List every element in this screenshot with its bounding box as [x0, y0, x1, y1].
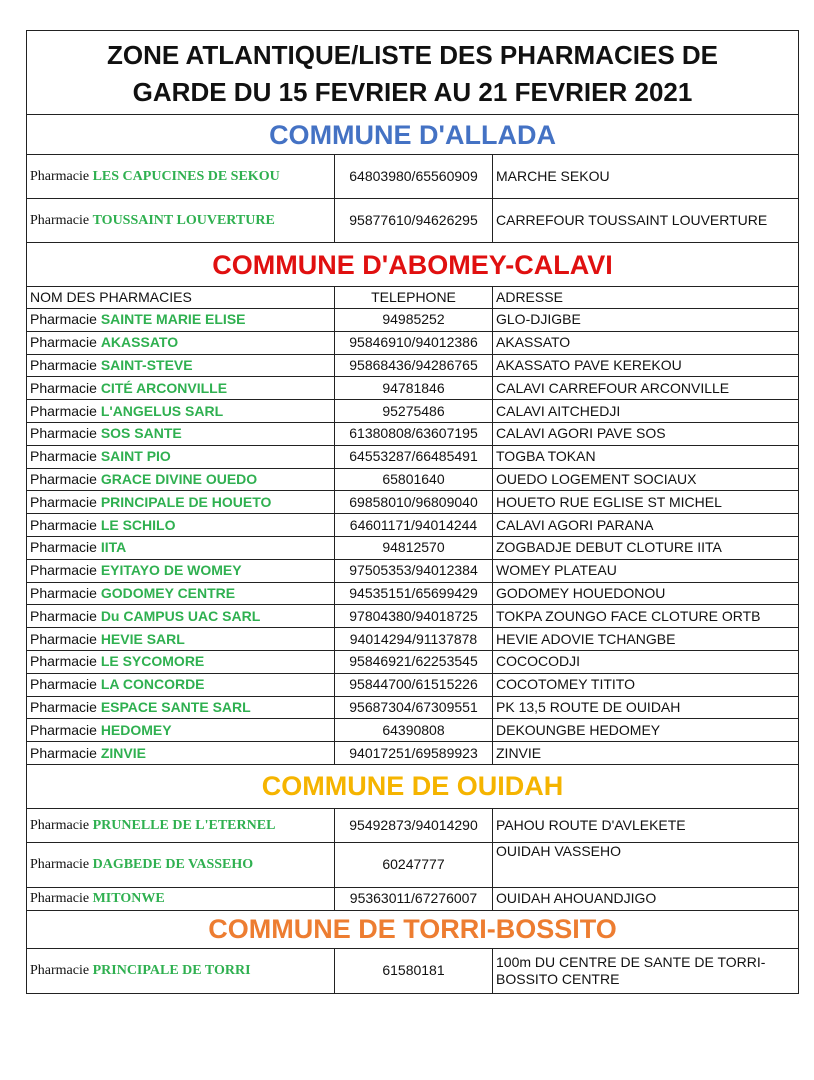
pharmacy-address: ZOGBADJE DEBUT CLOTURE IITA — [493, 536, 799, 559]
pharmacy-telephone: 94017251/69589923 — [335, 742, 493, 765]
pharmacy-name: EYITAYO DE WOMEY — [100, 562, 242, 579]
pharmacy-address: TOKPA ZOUNGO FACE CLOTURE ORTB — [493, 605, 799, 628]
pharmacy-prefix: Pharmacie — [30, 963, 90, 979]
pharmacy-address: COCOCODJI — [493, 650, 799, 673]
pharmacy-row — [27, 742, 799, 765]
pharmacy-name: SAINTE MARIE ELISE — [100, 311, 246, 328]
pharmacy-prefix: Pharmacie — [30, 448, 97, 465]
pharmacy-telephone: 64601171/94014244 — [335, 514, 493, 537]
pharmacy-row — [27, 582, 799, 605]
pharmacy-name-cell — [27, 354, 335, 377]
col-header-address: ADRESSE — [493, 287, 799, 309]
pharmacy-name: PRINCIPALE DE TORRI — [92, 963, 251, 979]
pharmacy-prefix: Pharmacie — [30, 744, 97, 761]
pharmacy-address: DEKOUNGBE HEDOMEY — [493, 719, 799, 742]
pharmacy-telephone: 69858010/96809040 — [335, 491, 493, 514]
col-header-telephone: TELEPHONE — [335, 287, 493, 309]
pharmacy-telephone: 97505353/94012384 — [335, 559, 493, 582]
pharmacy-row — [27, 445, 799, 468]
pharmacy-row — [27, 377, 799, 400]
pharmacy-row — [27, 696, 799, 719]
pharmacy-row — [27, 199, 799, 243]
pharmacy-telephone: 95492873/94014290 — [335, 808, 493, 842]
pharmacy-prefix: Pharmacie — [30, 653, 97, 670]
pharmacy-telephone: 64803980/65560909 — [335, 155, 493, 199]
pharmacy-name: HEVIE SARL — [100, 630, 185, 647]
pharmacy-prefix: Pharmacie — [30, 311, 97, 328]
pharmacy-prefix: Pharmacie — [30, 698, 97, 715]
commune-title-ouidah: COMMUNE DE OUIDAH — [27, 764, 799, 808]
pharmacy-name: GRACE DIVINE OUEDO — [100, 470, 258, 487]
pharmacy-row — [27, 808, 799, 842]
pharmacy-name-cell — [27, 491, 335, 514]
commune-title-allada: COMMUNE D'ALLADA — [27, 115, 799, 155]
pharmacy-telephone: 95877610/94626295 — [335, 199, 493, 243]
pharmacy-telephone: 61580181 — [335, 948, 493, 993]
pharmacy-telephone: 94781846 — [335, 377, 493, 400]
title-line-1: ZONE ATLANTIQUE/LISTE DES PHARMACIES DE — [106, 40, 719, 70]
pharmacy-name: IITA — [100, 539, 127, 556]
pharmacy-prefix: Pharmacie — [30, 607, 97, 624]
pharmacy-name-cell — [27, 155, 335, 199]
pharmacy-row — [27, 628, 799, 651]
pharmacy-address: ZINVIE — [493, 742, 799, 765]
commune-row-ouidah — [27, 764, 799, 808]
pharmacy-name-cell — [27, 536, 335, 559]
pharmacy-address: GLO-DJIGBE — [493, 309, 799, 332]
pharmacy-address: GODOMEY HOUEDONOU — [493, 582, 799, 605]
pharmacy-address: TOGBA TOKAN — [493, 445, 799, 468]
pharmacy-name-cell — [27, 468, 335, 491]
pharmacy-telephone: 94535151/65699429 — [335, 582, 493, 605]
pharmacy-telephone: 95687304/67309551 — [335, 696, 493, 719]
pharmacy-telephone: 95275486 — [335, 400, 493, 423]
pharmacy-address: CALAVI AITCHEDJI — [493, 400, 799, 423]
pharmacy-prefix: Pharmacie — [30, 562, 97, 579]
pharmacy-name: LE SCHILO — [100, 516, 176, 533]
pharmacy-address: OUIDAH AHOUANDJIGO — [493, 887, 799, 910]
pharmacy-name: LE SYCOMORE — [100, 653, 205, 670]
pharmacy-row — [27, 559, 799, 582]
pharmacy-name-cell — [27, 582, 335, 605]
pharmacy-telephone: 95363011/67276007 — [335, 887, 493, 910]
pharmacy-prefix: Pharmacie — [30, 676, 97, 693]
pharmacy-row — [27, 354, 799, 377]
pharmacy-address: WOMEY PLATEAU — [493, 559, 799, 582]
pharmacy-prefix: Pharmacie — [30, 425, 97, 442]
pharmacy-name: DAGBEDE DE VASSEHO — [92, 857, 254, 873]
pharmacy-name: PRUNELLE DE L'ETERNEL — [92, 817, 276, 833]
pharmacy-name-cell — [27, 650, 335, 673]
pharmacy-telephone: 94812570 — [335, 536, 493, 559]
pharmacy-name-cell — [27, 719, 335, 742]
pharmacy-prefix: Pharmacie — [30, 334, 97, 351]
document-title — [27, 31, 799, 115]
pharmacy-name-cell — [27, 673, 335, 696]
pharmacy-row — [27, 948, 799, 993]
pharmacy-row — [27, 309, 799, 332]
pharmacy-row — [27, 155, 799, 199]
pharmacy-name: GODOMEY CENTRE — [100, 584, 236, 601]
pharmacy-address: AKASSATO — [493, 331, 799, 354]
commune-title-torri: COMMUNE DE TORRI-BOSSITO — [27, 910, 799, 948]
pharmacy-row — [27, 605, 799, 628]
pharmacy-telephone: 64553287/66485491 — [335, 445, 493, 468]
pharmacy-row — [27, 400, 799, 423]
pharmacy-telephone: 64390808 — [335, 719, 493, 742]
column-header-row — [27, 287, 799, 309]
commune-row-allada — [27, 115, 799, 155]
pharmacy-name: CITÉ ARCONVILLE — [100, 379, 228, 396]
pharmacy-prefix: Pharmacie — [30, 584, 97, 601]
pharmacy-name: SAINT PIO — [100, 448, 171, 465]
pharmacy-address: COCOTOMEY TITITO — [493, 673, 799, 696]
pharmacy-row — [27, 422, 799, 445]
pharmacy-name: LA CONCORDE — [100, 676, 205, 693]
pharmacy-telephone: 95844700/61515226 — [335, 673, 493, 696]
pharmacy-row — [27, 491, 799, 514]
pharmacy-telephone: 95846910/94012386 — [335, 331, 493, 354]
pharmacy-prefix: Pharmacie — [30, 721, 97, 738]
pharmacy-name-cell — [27, 842, 335, 887]
pharmacy-prefix: Pharmacie — [30, 213, 90, 228]
pharmacy-name: SOS SANTE — [100, 425, 182, 442]
pharmacy-name: ESPACE SANTE SARL — [100, 698, 251, 715]
pharmacy-name: PRINCIPALE DE HOUETO — [100, 493, 272, 510]
pharmacy-name-cell — [27, 887, 335, 910]
pharmacy-table — [26, 30, 799, 994]
pharmacy-prefix: Pharmacie — [30, 857, 90, 873]
pharmacy-name: TOUSSAINT LOUVERTURE — [92, 213, 275, 228]
pharmacy-address: CALAVI CARREFOUR ARCONVILLE — [493, 377, 799, 400]
pharmacy-row — [27, 536, 799, 559]
pharmacy-name-cell — [27, 331, 335, 354]
pharmacy-row — [27, 887, 799, 910]
pharmacy-name-cell — [27, 199, 335, 243]
commune-title-calavi: COMMUNE D'ABOMEY-CALAVI — [27, 243, 799, 287]
pharmacy-name-cell — [27, 605, 335, 628]
pharmacy-telephone: 61380808/63607195 — [335, 422, 493, 445]
title-row — [27, 31, 799, 115]
pharmacy-telephone: 94985252 — [335, 309, 493, 332]
pharmacy-name: L'ANGELUS SARL — [100, 402, 224, 419]
pharmacy-prefix: Pharmacie — [30, 169, 90, 184]
pharmacy-address: OUIDAH VASSEHO — [493, 842, 799, 887]
pharmacy-name: SAINT-STEVE — [100, 356, 193, 373]
pharmacy-name-cell — [27, 422, 335, 445]
pharmacy-prefix: Pharmacie — [30, 493, 97, 510]
pharmacy-row — [27, 650, 799, 673]
pharmacy-row — [27, 719, 799, 742]
pharmacy-telephone: 60247777 — [335, 842, 493, 887]
pharmacy-prefix: Pharmacie — [30, 891, 90, 907]
pharmacy-name: HEDOMEY — [100, 721, 172, 738]
pharmacy-address: CALAVI AGORI PARANA — [493, 514, 799, 537]
pharmacy-address: HEVIE ADOVIE TCHANGBE — [493, 628, 799, 651]
pharmacy-row — [27, 673, 799, 696]
commune-row-calavi — [27, 243, 799, 287]
col-header-name: NOM DES PHARMACIES — [27, 287, 335, 309]
title-line-2: GARDE DU 15 FEVRIER AU 21 FEVRIER 2021 — [132, 77, 693, 107]
pharmacy-prefix: Pharmacie — [30, 470, 97, 487]
pharmacy-telephone: 95868436/94286765 — [335, 354, 493, 377]
pharmacy-name-cell — [27, 309, 335, 332]
pharmacy-name: MITONWE — [92, 891, 165, 907]
pharmacy-address: PAHOU ROUTE D'AVLEKETE — [493, 808, 799, 842]
pharmacy-address: MARCHE SEKOU — [493, 155, 799, 199]
pharmacy-name: LES CAPUCINES DE SEKOU — [92, 169, 280, 184]
pharmacy-address: AKASSATO PAVE KEREKOU — [493, 354, 799, 377]
pharmacy-name: AKASSATO — [100, 334, 179, 351]
pharmacy-address: PK 13,5 ROUTE DE OUIDAH — [493, 696, 799, 719]
pharmacy-row — [27, 468, 799, 491]
pharmacy-row — [27, 842, 799, 887]
pharmacy-telephone: 97804380/94018725 — [335, 605, 493, 628]
pharmacy-prefix: Pharmacie — [30, 402, 97, 419]
pharmacy-address: OUEDO LOGEMENT SOCIAUX — [493, 468, 799, 491]
pharmacy-address: CALAVI AGORI PAVE SOS — [493, 422, 799, 445]
pharmacy-name-cell — [27, 377, 335, 400]
pharmacy-prefix: Pharmacie — [30, 539, 97, 556]
pharmacy-name-cell — [27, 400, 335, 423]
pharmacy-prefix: Pharmacie — [30, 630, 97, 647]
pharmacy-prefix: Pharmacie — [30, 516, 97, 533]
pharmacy-name-cell — [27, 742, 335, 765]
pharmacy-name-cell — [27, 808, 335, 842]
pharmacy-name-cell — [27, 948, 335, 993]
pharmacy-prefix: Pharmacie — [30, 356, 97, 373]
pharmacy-row — [27, 331, 799, 354]
pharmacy-address: 100m DU CENTRE DE SANTE DE TORRI-BOSSITO CENTRE — [493, 948, 799, 993]
pharmacy-prefix: Pharmacie — [30, 379, 97, 396]
pharmacy-name-cell — [27, 514, 335, 537]
pharmacy-name: Du CAMPUS UAC SARL — [100, 607, 261, 624]
pharmacy-address: CARREFOUR TOUSSAINT LOUVERTURE — [493, 199, 799, 243]
pharmacy-name-cell — [27, 628, 335, 651]
pharmacy-telephone: 65801640 — [335, 468, 493, 491]
commune-row-torri — [27, 910, 799, 948]
pharmacy-telephone: 94014294/91137878 — [335, 628, 493, 651]
pharmacy-name: ZINVIE — [100, 744, 146, 761]
pharmacy-name-cell — [27, 445, 335, 468]
pharmacy-name-cell — [27, 559, 335, 582]
pharmacy-address: HOUETO RUE EGLISE ST MICHEL — [493, 491, 799, 514]
pharmacy-prefix: Pharmacie — [30, 817, 90, 833]
pharmacy-name-cell — [27, 696, 335, 719]
pharmacy-row — [27, 514, 799, 537]
pharmacy-telephone: 95846921/62253545 — [335, 650, 493, 673]
